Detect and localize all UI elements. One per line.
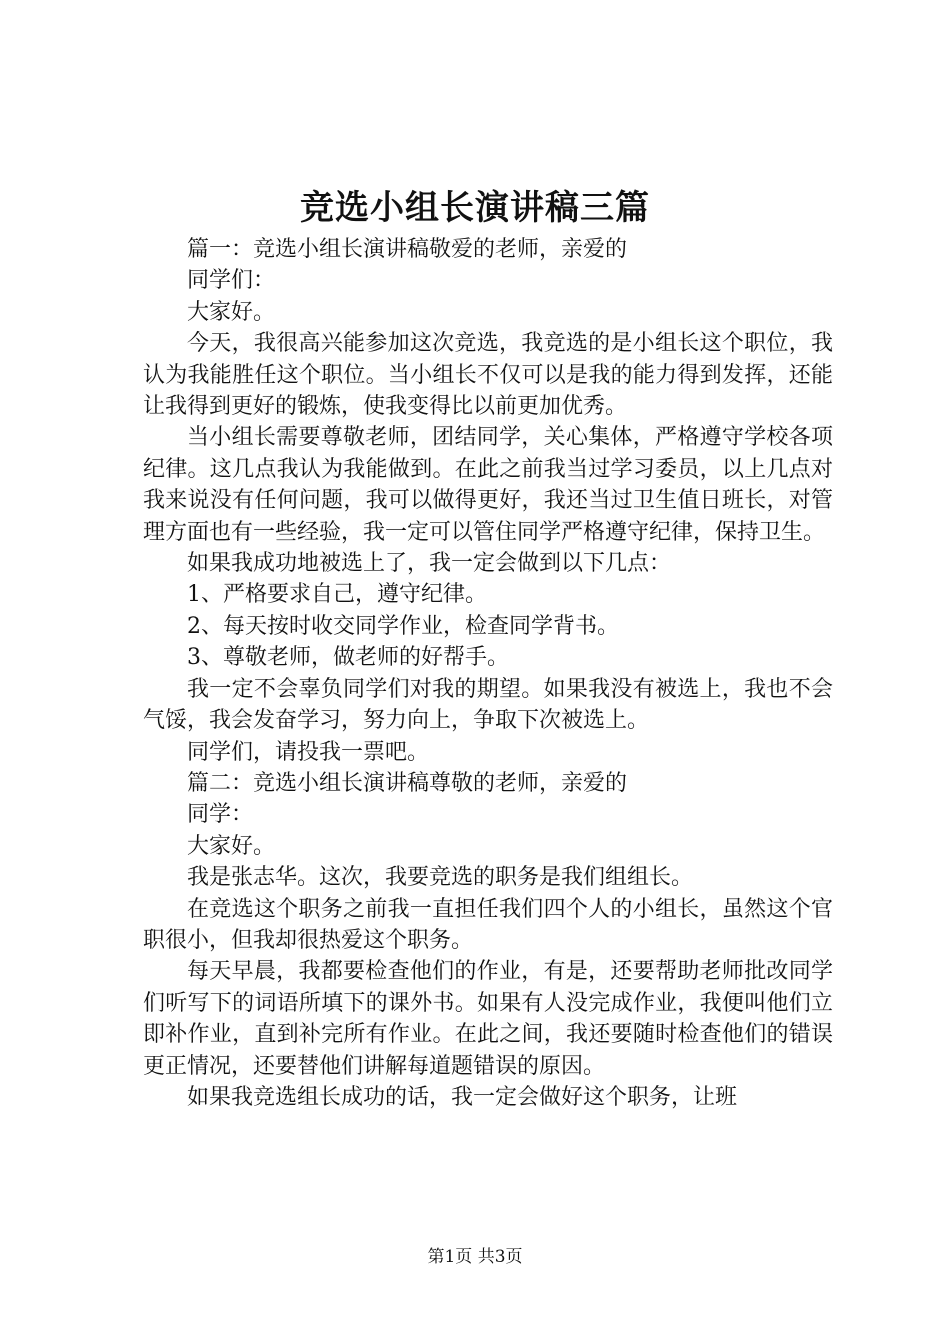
body-paragraph: 大家好。 <box>187 299 276 325</box>
body-paragraph: 3、尊敬老师，做老师的好帮手。 <box>187 645 509 671</box>
body-paragraph: 1、严格要求自己，遵守纪律。 <box>187 582 487 608</box>
body-paragraph: 篇一：竞选小组长演讲稿敬爱的老师，亲爱的 <box>187 237 628 262</box>
body-paragraph: 如果我成功地被选上了，我一定会做到以下几点： <box>187 551 672 577</box>
page-number-footer: 第1页 共3页 <box>427 1247 523 1267</box>
body-paragraph: 我一定不会辜负同学们对我的期望。如果我没有被选上，我也不会气馁，我会发奋学习，努力向上，争取下次被选上。 <box>143 676 833 734</box>
document-body <box>143 234 833 1113</box>
body-paragraph: 如果我竞选组长成功的话，我一定会做好这个职务，让班 <box>187 1084 738 1110</box>
body-paragraph: 每天早晨，我都要检查他们的作业，有是，还要帮助老师批改同学们听写下的词语所填下的课外书。如果有人没完成作业，我便叫他们立即补作业，直到补完所有作业。在此之间，我还要随时检查他们的错误更正情况，还要替他们讲解每道题错误的原因。 <box>143 959 833 1079</box>
body-paragraph: 同学们，请投我一票吧。 <box>187 739 430 765</box>
body-paragraph: 篇二：竞选小组长演讲稿尊敬的老师，亲爱的 <box>187 770 628 796</box>
body-paragraph: 同学： <box>187 802 254 828</box>
body-paragraph: 同学们： <box>187 268 276 294</box>
body-paragraph: 2、每天按时收交同学作业，检查同学背书。 <box>187 613 619 639</box>
body-paragraph: 我是张志华。这次，我要竞选的职务是我们组组长。 <box>187 865 694 891</box>
body-paragraph: 当小组长需要尊敬老师，团结同学，关心集体，严格遵守学校各项纪律。这几点我认为我能做到。在此之前我当过学习委员，以上几点对我来说没有任何问题，我可以做得更好，我还当过卫生值日班长，对管理方面也有一些经验，我一定可以管住同学严格遵守纪律，保持卫生。 <box>143 425 833 545</box>
document-title: 竞选小组长演讲稿三篇 <box>300 188 650 228</box>
body-paragraph: 大家好。 <box>187 833 276 859</box>
body-paragraph: 在竞选这个职务之前我一直担任我们四个人的小组长，虽然这个官职很小，但我却很热爱这个职务。 <box>143 896 833 953</box>
body-paragraph: 今天，我很高兴能参加这次竞选，我竞选的是小组长这个职位，我认为我能胜任这个职位。当小组长不仅可以是我的能力得到发挥，还能让我得到更好的锻炼，使我变得比以前更加优秀。 <box>143 331 833 420</box>
